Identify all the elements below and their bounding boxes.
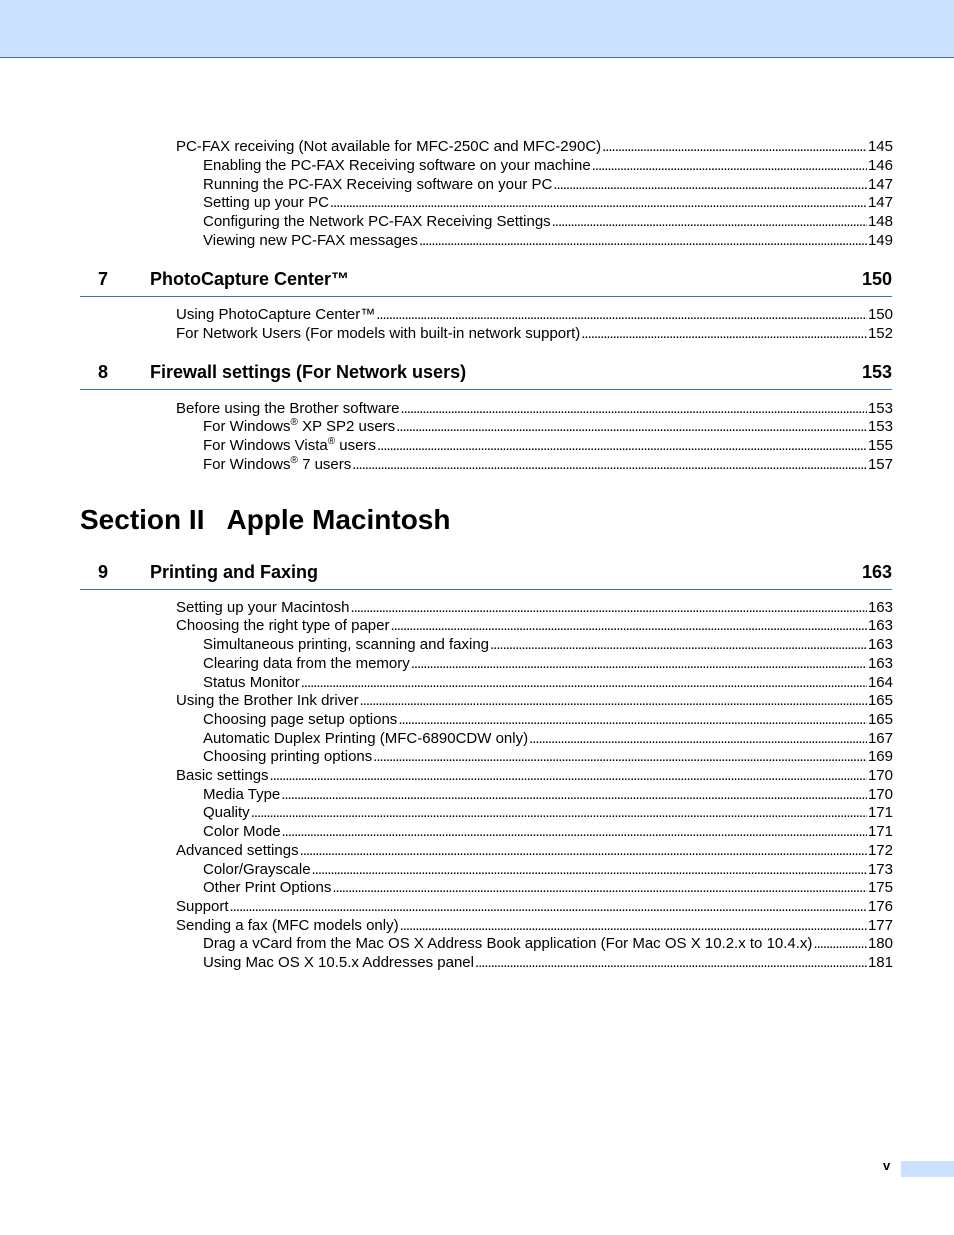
toc-entry-title-text: Media Type bbox=[203, 786, 281, 803]
dot-leader bbox=[553, 175, 867, 194]
toc-entry-title-text: Before using the Brother software bbox=[176, 400, 400, 417]
toc-entry-title bbox=[203, 175, 552, 194]
toc-entry[interactable] bbox=[176, 766, 893, 785]
dot-leader bbox=[377, 436, 867, 455]
dot-leader bbox=[390, 616, 866, 635]
chapter-heading[interactable] bbox=[80, 267, 892, 297]
toc-entry[interactable] bbox=[176, 399, 893, 418]
dot-leader bbox=[411, 654, 867, 673]
toc-entry-page: 172 bbox=[867, 842, 893, 859]
toc-entry-title bbox=[203, 455, 351, 474]
toc-entry-page: 146 bbox=[867, 157, 893, 174]
toc-entry-page: 163 bbox=[867, 617, 893, 634]
toc-entry-title bbox=[203, 729, 528, 748]
toc-entry[interactable] bbox=[203, 878, 893, 897]
toc-entry-title-text: Choosing page setup options bbox=[203, 711, 398, 728]
toc-entry-title-text: Simultaneous printing, scanning and faxing bbox=[203, 636, 490, 653]
chapter-title: Firewall settings (For Network users) bbox=[150, 362, 467, 382]
toc-entry-title-text: PC-FAX receiving (Not available for MFC-250C and MFC-290C) bbox=[176, 138, 602, 155]
chapter-heading[interactable] bbox=[80, 560, 892, 590]
toc-entry-title bbox=[203, 934, 812, 953]
toc-entry[interactable] bbox=[203, 436, 893, 455]
toc-entry-title-text: Support bbox=[176, 898, 229, 915]
dot-leader bbox=[419, 231, 867, 250]
toc-entry-title-text: Choosing the right type of paper bbox=[176, 617, 390, 634]
toc-entry-title-rest: 7 users bbox=[297, 456, 352, 473]
toc-entry-title bbox=[203, 860, 311, 879]
toc-entry-page: 180 bbox=[867, 935, 893, 952]
registered-mark: ® bbox=[290, 455, 298, 466]
toc-entry-title-rest: users bbox=[335, 437, 376, 454]
toc-entry-title-rest: XP SP2 users bbox=[297, 418, 396, 435]
dot-leader bbox=[282, 822, 867, 841]
toc-entry-page: 176 bbox=[867, 898, 893, 915]
toc-entry[interactable] bbox=[203, 860, 893, 879]
toc-entry[interactable] bbox=[176, 305, 893, 324]
toc-entry-page: 148 bbox=[867, 213, 893, 230]
dot-leader bbox=[281, 785, 867, 804]
toc-entry-title bbox=[203, 436, 376, 455]
toc-entry-title-text: Quality bbox=[203, 804, 250, 821]
toc-entry-page: 147 bbox=[867, 176, 893, 193]
toc-entry[interactable] bbox=[203, 654, 893, 673]
dot-leader bbox=[396, 417, 867, 436]
toc-entry-title bbox=[203, 747, 372, 766]
toc-entry-page: 145 bbox=[867, 138, 893, 155]
dot-leader bbox=[475, 953, 867, 972]
dot-leader bbox=[230, 897, 867, 916]
dot-leader bbox=[529, 729, 867, 748]
dot-leader bbox=[350, 598, 867, 617]
toc-entry-title-text: Setting up your Macintosh bbox=[176, 599, 350, 616]
toc-entry-title bbox=[203, 673, 300, 692]
toc-entry-title bbox=[176, 399, 399, 418]
dot-leader bbox=[400, 399, 867, 418]
toc-entry-page: 175 bbox=[867, 879, 893, 896]
toc-entry-title bbox=[176, 916, 399, 935]
toc-entry[interactable] bbox=[203, 747, 893, 766]
toc-entry[interactable] bbox=[176, 916, 893, 935]
toc-entry[interactable] bbox=[203, 785, 893, 804]
toc-entry-page: 173 bbox=[867, 861, 893, 878]
dot-leader bbox=[376, 305, 867, 324]
toc-entry-title-text: Other Print Options bbox=[203, 879, 332, 896]
toc-entry-title bbox=[176, 137, 601, 156]
dot-leader bbox=[581, 324, 867, 343]
footer-tab bbox=[901, 1161, 954, 1177]
toc-entry-page: 153 bbox=[867, 400, 893, 417]
dot-leader bbox=[602, 137, 867, 156]
toc-entry[interactable] bbox=[203, 455, 893, 474]
chapter-heading[interactable] bbox=[80, 360, 892, 390]
dot-leader bbox=[270, 766, 867, 785]
toc-entry-title bbox=[203, 654, 410, 673]
toc-entry[interactable] bbox=[203, 156, 893, 175]
toc-entry-title-text: For Windows bbox=[203, 456, 291, 473]
toc-entry[interactable] bbox=[203, 803, 893, 822]
toc-entry-page: 153 bbox=[867, 418, 893, 435]
toc-entry-title bbox=[203, 710, 397, 729]
dot-leader bbox=[301, 673, 867, 692]
toc-entry-page: 169 bbox=[867, 748, 893, 765]
toc-entry-title bbox=[203, 635, 489, 654]
toc-entry[interactable] bbox=[203, 953, 893, 972]
toc-entry-title bbox=[203, 953, 474, 972]
registered-mark: ® bbox=[290, 417, 298, 428]
section-heading bbox=[80, 504, 450, 536]
toc-entry[interactable] bbox=[203, 417, 893, 436]
toc-entry-title bbox=[176, 324, 580, 343]
toc-entry-title bbox=[203, 822, 281, 841]
chapter-page: 163 bbox=[861, 562, 892, 582]
toc-entry[interactable] bbox=[203, 193, 893, 212]
toc-entry-page: 150 bbox=[867, 306, 893, 323]
toc-entry-title-text: Running the PC-FAX Receiving software on your PC bbox=[203, 176, 553, 193]
toc-entry-title-text: For Windows bbox=[203, 418, 291, 435]
toc-entry-page: 152 bbox=[867, 325, 893, 342]
toc-entry-page: 157 bbox=[867, 456, 893, 473]
toc-entry[interactable] bbox=[176, 691, 893, 710]
registered-mark: ® bbox=[327, 436, 336, 447]
footer-page-number: v bbox=[883, 1158, 891, 1173]
toc-entry-title bbox=[203, 785, 280, 804]
toc-entry-title-text: Sending a fax (MFC models only) bbox=[176, 917, 399, 934]
toc-entry-page: 155 bbox=[867, 437, 893, 454]
toc-entry[interactable] bbox=[203, 212, 893, 231]
toc-entry-page: 163 bbox=[867, 599, 893, 616]
toc-entry-title-text: Drag a vCard from the Mac OS X Address Book application (For Mac OS X 10.2.x to 10.4.x) bbox=[203, 935, 813, 952]
dot-leader bbox=[490, 635, 867, 654]
chapter-title: PhotoCapture Center™ bbox=[150, 269, 350, 289]
dot-leader bbox=[592, 156, 867, 175]
dot-leader bbox=[398, 710, 867, 729]
toc-entry-title-text: Using Mac OS X 10.5.x Addresses panel bbox=[203, 954, 474, 971]
dot-leader bbox=[330, 193, 867, 212]
toc-entry-title bbox=[203, 193, 329, 212]
toc-entry-title bbox=[176, 766, 269, 785]
toc-entry-title-text: For Windows Vista bbox=[203, 437, 328, 454]
chapter-page: 153 bbox=[861, 362, 892, 382]
toc-entry-title-text: Automatic Duplex Printing (MFC-6890CDW only) bbox=[203, 730, 529, 747]
toc-entry[interactable] bbox=[203, 231, 893, 250]
toc-entry-page: 165 bbox=[867, 692, 893, 709]
toc-entry-page: 163 bbox=[867, 655, 893, 672]
toc-entry[interactable] bbox=[203, 710, 893, 729]
toc-entry-page: 167 bbox=[867, 730, 893, 747]
dot-leader bbox=[813, 934, 867, 953]
toc-entry-page: 147 bbox=[867, 194, 893, 211]
toc-entry[interactable] bbox=[176, 137, 893, 156]
toc-entry[interactable] bbox=[176, 897, 893, 916]
section-name: Apple Macintosh bbox=[226, 504, 451, 535]
toc-entry-title bbox=[176, 691, 359, 710]
toc-entry-title bbox=[176, 598, 349, 617]
toc-entry-title-text: Advanced settings bbox=[176, 842, 299, 859]
toc-entry-page: 164 bbox=[867, 674, 893, 691]
chapter-number: 8 bbox=[98, 362, 109, 382]
header-band bbox=[0, 0, 954, 58]
toc-entry-title bbox=[176, 305, 375, 324]
toc-entry[interactable] bbox=[176, 324, 893, 343]
toc-entry-page: 171 bbox=[867, 804, 893, 821]
toc-entry[interactable] bbox=[203, 635, 893, 654]
dot-leader bbox=[360, 691, 867, 710]
toc-entry[interactable] bbox=[176, 841, 893, 860]
toc-entry[interactable] bbox=[176, 598, 893, 617]
toc-entry-title-text: Choosing printing options bbox=[203, 748, 373, 765]
toc-entry-page: 181 bbox=[867, 954, 893, 971]
dot-leader bbox=[552, 212, 867, 231]
toc-entry-title bbox=[176, 616, 389, 635]
toc-entry-title bbox=[176, 897, 229, 916]
dot-leader bbox=[400, 916, 867, 935]
toc-entry-page: 170 bbox=[867, 767, 893, 784]
toc-entry[interactable] bbox=[203, 175, 893, 194]
dot-leader bbox=[373, 747, 867, 766]
toc-entry-title bbox=[203, 231, 418, 250]
toc-entry-page: 149 bbox=[867, 232, 893, 249]
toc-entry[interactable] bbox=[176, 616, 893, 635]
toc-entry-title-text: Status Monitor bbox=[203, 674, 300, 691]
toc-entry[interactable] bbox=[203, 673, 893, 692]
toc-entry-title-text: Clearing data from the memory bbox=[203, 655, 410, 672]
toc-entry-page: 170 bbox=[867, 786, 893, 803]
toc-entry-title-text: For Network Users (For models with built-in network support) bbox=[176, 325, 581, 342]
toc-entry-page: 163 bbox=[867, 636, 893, 653]
toc-entry-title-text: Viewing new PC-FAX messages bbox=[203, 232, 418, 249]
chapter-number: 7 bbox=[98, 269, 109, 289]
toc-entry-title bbox=[176, 841, 299, 860]
section-label: Section II bbox=[80, 504, 205, 535]
toc-entry-title-text: Color Mode bbox=[203, 823, 281, 840]
dot-leader bbox=[312, 860, 867, 879]
toc-entry-page: 171 bbox=[867, 823, 893, 840]
toc-entry-title bbox=[203, 156, 591, 175]
chapter-number: 9 bbox=[98, 562, 109, 582]
toc-entry-page: 165 bbox=[867, 711, 893, 728]
dot-leader bbox=[332, 878, 867, 897]
dot-leader bbox=[352, 455, 867, 474]
toc-entry-title bbox=[203, 803, 250, 822]
chapter-title: Printing and Faxing bbox=[150, 562, 319, 582]
toc-entry[interactable] bbox=[203, 729, 893, 748]
toc-entry-title-text: Using the Brother Ink driver bbox=[176, 692, 359, 709]
toc-entry-title-text: Enabling the PC-FAX Receiving software on your machine bbox=[203, 157, 591, 174]
toc-entry[interactable] bbox=[203, 822, 893, 841]
toc-entry-title-text: Basic settings bbox=[176, 767, 269, 784]
toc-entry-title-text: Using PhotoCapture Center™ bbox=[176, 306, 376, 323]
toc-entry-title bbox=[203, 878, 331, 897]
toc-entry-title-text: Setting up your PC bbox=[203, 194, 329, 211]
toc-entry[interactable] bbox=[203, 934, 893, 953]
toc-entry-title bbox=[203, 212, 551, 231]
dot-leader bbox=[251, 803, 867, 822]
dot-leader bbox=[300, 841, 867, 860]
toc-entry-title-text: Color/Grayscale bbox=[203, 861, 311, 878]
toc-entry-title bbox=[203, 417, 395, 436]
chapter-page: 150 bbox=[861, 269, 892, 289]
toc-entry-page: 177 bbox=[867, 917, 893, 934]
toc-entry-title-text: Configuring the Network PC-FAX Receiving Settings bbox=[203, 213, 551, 230]
